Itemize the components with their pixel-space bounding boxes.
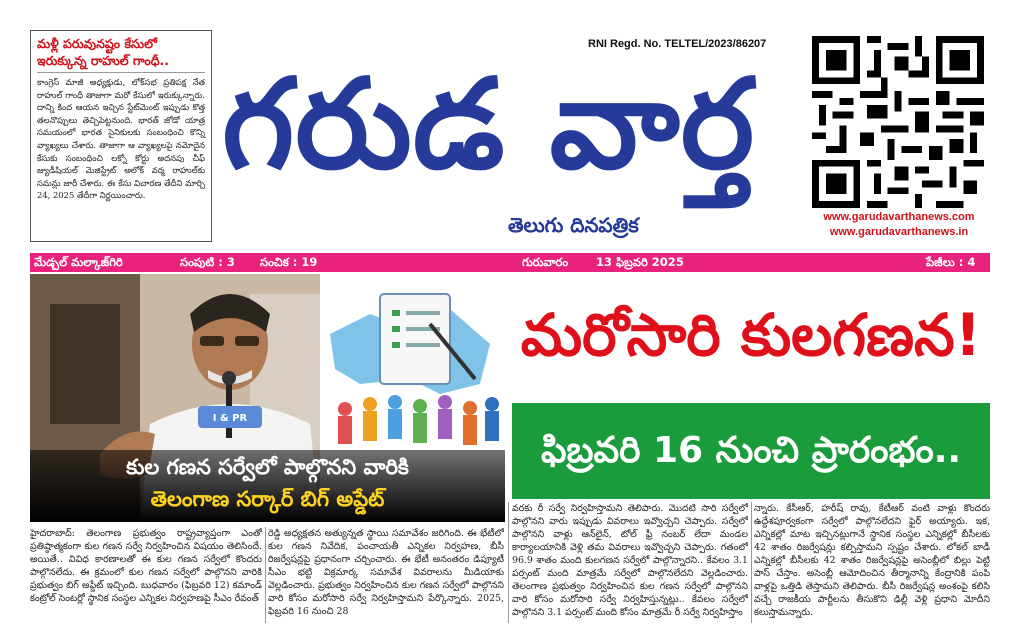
article-column-2: రెడ్డి అధ్యక్షతన అత్యున్నత స్థాయి సమావేశం జరిగింది. ఈ భేటీలో కుల గణన నివేదిక, పంచాయతీ ఎన్నికల నిర్వహణ, బీసీ రిజర్వేషన్లపై ప్రధానంగా చర్చించారు. ఈ భేటీ అనంతరం డిప్యూటీ సీఎం భట్టి విక్రమార్క సమావేశ వివరాలను మీడియాకు వెల్లడించారు. ప్రభుత్వం నిర్వహించిన కుల గణన సర్వేలో పాల్గొనని వారి కోసం మరోసారి సర్వే నిర్వహిస్తామని పేర్కొన్నారు. 2025, ఫిబ్రవరి 16 నుంచి 28 — [268, 528, 504, 617]
qr-code-icon[interactable] — [812, 36, 984, 208]
page-count: పేజీలు : 4 — [926, 255, 976, 269]
volume-number: సంపుటి : 3 — [180, 255, 235, 269]
article-column-4: న్నారు. కేసీఆర్, హరీష్ రావు, కేటీఆర్ వంటి వాళ్లు కొందరు ఉద్దేశపూర్వకంగా సర్వేలో పాల్గొనలేదని ఫైర్ అయ్యారు. ఇక, ఎన్నికల్లో మాట ఇచ్చినట్లుగానే స్థానిక సంస్థల ఎన్నికల్లో బీసీలకు 42 శాతం రిజర్వేషన్లు కల్పిస్తామని స్పష్టం చేశారు. లోకల్ బాడీ ఎన్నికల్లో బీసీలకు 42 శాతం రిజర్వేషన్లపై అసెంబ్లీలో బిల్లు పెట్టి పాస్ చేస్తాం. అసెంబ్లీ ఆమోదించిన తీర్మానాన్ని కేంద్రానికి పంపి వాళ్లపై ఒత్తిడి తెస్తామని తెలిపారు. బీసీ రిజర్వేషన్ల అంశంపై కలిసి వచ్చే రాజకీయ పార్టీలను తీసుకొని ఢిల్లీ వెళ్లి ప్రధాని మోదీని కలుస్తామన్నారు. — [754, 503, 990, 618]
ipr-badge: I & PR — [212, 413, 248, 424]
side-news-box — [30, 30, 212, 242]
column-divider — [751, 502, 752, 623]
issue-number: సంచిక : 19 — [260, 255, 318, 269]
newspaper-subtitle: తెలుగు దినపత్రిక — [508, 213, 639, 237]
publication-day: గురువారం — [522, 255, 569, 269]
rni-number: RNI Regd. No. TELTEL/2023/86207 — [588, 38, 767, 50]
photo-caption-line1: కుల గణన సర్వేలో పాల్గొనని వారికి — [126, 455, 409, 479]
article-column-1: హైదరాబాద్: తెలంగాణ ప్రభుత్వం రాష్ట్రవ్యాప్తంగా ఎంతో ప్రతిష్ఠాత్మకంగా కుల గణన సర్వే నిర్వహించిన విషయం తెలిసిందే. అయితే.. వివిధ కారణాలతో ఈ కుల గణన సర్వేలో కొందరు పాల్గొనలేదు. ఈ క్రమంలో కుల గణన సర్వేలో పాల్గొనని వారికి ప్రభుత్వం బిగ్ అప్డేట్ ఇచ్చింది. బుధవారం (ఫిబ్రవరి 12) కమాండ్ కంట్రోల్ సెంటర్లో స్థానిక సంస్థల ఎన్నికల నిర్వహణపై సీఎం రేవంత్ — [30, 528, 262, 604]
article-column-3: వరకు రీ సర్వే నిర్వహిస్తామని తెలిపారు. మొదటి సారి సర్వేలో పాల్గొనని వారు ఇప్పుడు వివరాలు ఇవ్వొచ్చని చెప్పారు. సర్వేలో పాల్గొనని వాళ్లు ఆన్‌లైన్, టోల్ ఫ్రీ నంబర్ లేదా మండల కార్యాలయానికి వెళ్లి తమ వివరాలు ఇవ్వొచ్చని చెప్పారు. గతంలో 96.9 శాతం మంది కులగణన సర్వేలో పాల్గొన్నారని.. కేవలం 3.1 పర్సంట్ మంది మాత్రమే సర్వేలో పాల్గొనలేదని వెల్లడించారు. తెలంగాణ ప్రభుత్వం నిర్వహించిన కుల గణన సర్వేలో పాల్గొనని వారి కోసం మరోసారి సర్వే నిర్వహిస్తున్నట్లు.. కేవలం సర్వేలో పాల్గొనని 3.1 పర్సంట్ మంది కోసం మాత్రమే రీ సర్వే నిర్వహిస్తాం — [512, 503, 748, 618]
photo-caption-line2: తెలంగాణ సర్కార్ బిగ్ అప్డేట్ — [150, 487, 385, 511]
edition-name: మేడ్చల్ మల్కాజ్‌గిరి — [34, 255, 123, 269]
column-divider — [508, 502, 509, 623]
website-url-com[interactable]: www.garudavarthanews.com — [823, 211, 975, 223]
column-divider — [265, 527, 266, 623]
publication-date: 13 ఫిబ్రవరి 2025 — [596, 255, 684, 269]
side-news-body: కాంగ్రెస్ మాజీ అధ్యక్షుడు, లోక్‌సభ ప్రతిపక్ష నేత రాహుల్ గాంధీ తాజాగా మరో కేసులో ఇరుక్కున్నారు. దాన్ని కింద ఆయన ఇచ్చిన స్టేట్‌మెంట్ ఇప్పుడు కొత్త తలనొప్పులు తెచ్చిపెట్టనుంది. భారత్ జోడో యాత్ర సమయంలో భారత సైనికులకు సంబంధించి కొన్ని వ్యాఖ్యలు చేశారు. తాజాగా ఆ వ్యాఖ్యలపై నమోదైన కేసుకు సంబంధించి లక్నో కోర్టు అదనపు చీఫ్ జ్యుడీషియల్ మెజిస్ట్రేట్ అలోక్ వర్మ రాహుల్‌కు సమన్లు జారీ చేశారు. ఈ కేసు విచారణ తేదీని మార్చి 24, 2025 తేదీగా నిర్ణయించారు. — [37, 77, 205, 201]
newspaper-title: గరుడ వార్త — [222, 53, 756, 197]
website-urls — [804, 210, 994, 240]
edition-info-bar — [30, 253, 990, 272]
website-url-in[interactable]: www.garudavarthanews.in — [829, 226, 969, 238]
main-headline[interactable]: మరోసారి కులగణన! — [520, 301, 982, 369]
sub-headline[interactable]: ఫిబ్రవరి 16 నుంచి ప్రారంభం.. — [512, 403, 990, 499]
side-news-headline[interactable]: మళ్లీ పరువునష్టం కేసులో ఇరుక్కున్న రాహుల్ గాంధీ.. — [37, 35, 205, 73]
